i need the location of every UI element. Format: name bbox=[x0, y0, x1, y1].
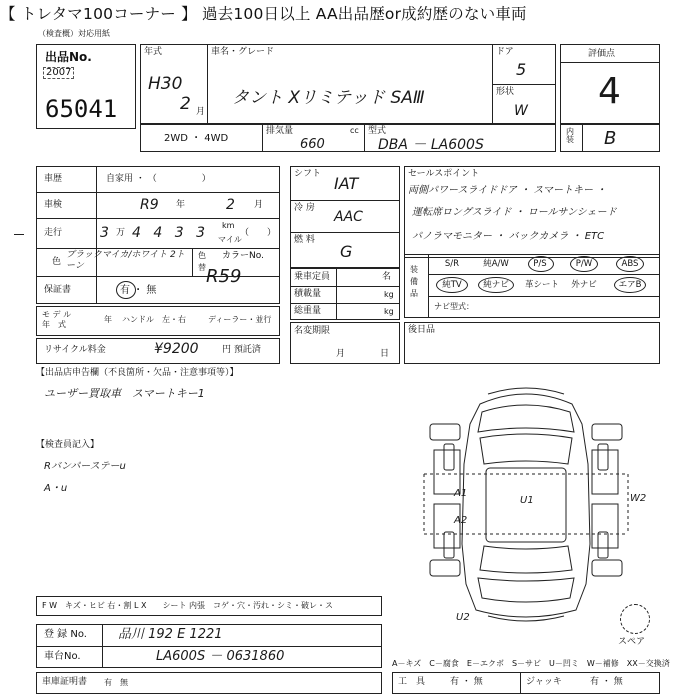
equip-abs-circle bbox=[616, 256, 644, 272]
model-year-label1: モ デ ル bbox=[42, 310, 72, 319]
equip-leather: 革シート bbox=[524, 280, 559, 290]
model-year-handle: ハンドル 左・右 bbox=[122, 315, 186, 324]
color-sub1: 色 bbox=[198, 251, 206, 260]
lot-label: 出品No. bbox=[45, 50, 92, 64]
tools-label: 工 具 bbox=[398, 677, 426, 687]
seller-notes-value: ユーザー買取車 スマートキー1 bbox=[44, 387, 205, 400]
garage-cert-label: 車庫証明書 bbox=[42, 677, 88, 687]
mileage-mile: マイル bbox=[218, 235, 242, 244]
car-name-label: 車名・グレード bbox=[211, 47, 275, 57]
inspection-label: 車検 bbox=[44, 200, 63, 210]
page-title: 【 トレタマ100コーナー 】 過去100日以上 AA出品歴or成約歴のない車両 bbox=[0, 5, 527, 23]
grade-value: 4 bbox=[598, 71, 621, 112]
footer-left bbox=[36, 672, 382, 694]
load-label: 積載量 bbox=[294, 289, 322, 299]
lot-box bbox=[36, 44, 136, 129]
inspection-month-unit: 月 bbox=[254, 200, 264, 210]
mileage-label: 走行 bbox=[44, 228, 63, 238]
displacement-unit: cc bbox=[350, 126, 359, 135]
equip-ps-circle bbox=[528, 256, 554, 272]
lot-number: 65041 bbox=[45, 95, 118, 123]
equipment-label: 装 備 品 bbox=[410, 265, 418, 298]
jack-label: ジャッキ bbox=[526, 677, 562, 687]
warranty-options: 有 ・ 無 bbox=[120, 285, 157, 296]
chassis-label: 車台No. bbox=[44, 651, 81, 662]
recycle-suffix: 円 預託済 bbox=[222, 345, 261, 355]
equip-pw-circle bbox=[570, 256, 598, 272]
damage-u2: U2 bbox=[456, 612, 470, 623]
inspector-line1: Rバンパーステーu bbox=[44, 461, 126, 472]
damage-legend: A－キズ C－腐食 E－エクボ S－サビ U－凹ミ W－補修 XX－交換済 bbox=[392, 659, 670, 668]
chassis-value: LA600S － 0631860 bbox=[156, 649, 285, 664]
equip-ps: P/S bbox=[533, 259, 547, 269]
sales-points-label: セールスポイント bbox=[408, 169, 480, 179]
inspection-month: 2 bbox=[226, 197, 235, 213]
name-change-month: 月 bbox=[336, 349, 346, 359]
tools-opts: 有 ・ 無 bbox=[450, 677, 483, 687]
shape-value: W bbox=[514, 103, 528, 119]
later-items-box bbox=[404, 322, 660, 364]
gross-unit: kg bbox=[384, 307, 394, 316]
model-year-year: 年 bbox=[104, 315, 112, 324]
registration-label: 登 録 No. bbox=[44, 629, 87, 640]
color-code-value: R59 bbox=[206, 266, 242, 287]
color-sub2: 替 bbox=[198, 263, 206, 272]
fuel-value: G bbox=[340, 242, 353, 261]
aircon-value: AAC bbox=[334, 209, 363, 225]
sales-points-line2: 運転席ロングスライド ・ ロールサンシェード bbox=[412, 207, 617, 218]
lot-year-stamp: 2007 bbox=[43, 67, 74, 79]
margin-mark bbox=[14, 234, 24, 235]
registration-value: 品川 192 E 1221 bbox=[118, 627, 223, 642]
capacity-unit: 名 bbox=[382, 272, 392, 282]
equip-sr: S/R bbox=[444, 259, 460, 269]
car-name-value: タント Xリミテッド SAⅢ bbox=[232, 88, 425, 108]
warranty-label: 保証書 bbox=[44, 285, 72, 295]
grade-label: 評価点 bbox=[588, 49, 616, 59]
displacement-value: 660 bbox=[300, 137, 325, 152]
damage-w2: W2 bbox=[630, 493, 647, 504]
equip-ext-navi: 外ナビ bbox=[571, 280, 597, 290]
form-subtitle: （検査概）対応用紙 bbox=[38, 29, 110, 38]
model-value: DBA － LA600S bbox=[378, 137, 484, 153]
recycle-label: リサイクル料金 bbox=[44, 345, 106, 355]
model-label: 型式 bbox=[368, 126, 387, 136]
fuel-label: 燃 料 bbox=[294, 235, 315, 245]
year-month-unit: 月 bbox=[196, 107, 206, 117]
equip-aw: 純A/W bbox=[483, 259, 509, 269]
equip-airbag: エアB bbox=[618, 280, 642, 290]
damage-a1: A1 bbox=[454, 488, 468, 499]
shift-label: シフト bbox=[294, 169, 322, 179]
equip-navi-model: ナビ型式： bbox=[434, 302, 474, 311]
seller-notes-label: 【出品店申告欄（不良箇所・欠品・注意事項等）】 bbox=[36, 368, 239, 378]
mileage-man-unit: 万 bbox=[116, 228, 126, 238]
damage-a2: A2 bbox=[454, 515, 468, 526]
model-year-dealer: ディーラー・並行 bbox=[208, 315, 272, 324]
later-items-label: 後日品 bbox=[408, 325, 436, 335]
equip-tv: 純TV bbox=[442, 280, 462, 290]
history-value: 自家用 ・ （ ） bbox=[106, 174, 211, 184]
recycle-value: ¥9200 bbox=[154, 341, 199, 357]
damage-u1: U1 bbox=[520, 495, 534, 506]
displacement-label: 排気量 bbox=[266, 126, 294, 136]
equip-navi-circle bbox=[478, 277, 514, 293]
model-year-label2: 年 式 bbox=[42, 320, 66, 329]
year-month: 2 bbox=[180, 94, 191, 114]
equip-airbag-circle bbox=[614, 277, 646, 293]
interior-label: 内装 bbox=[566, 127, 574, 144]
inspection-year-unit: 年 bbox=[176, 200, 186, 210]
load-unit: kg bbox=[384, 290, 394, 299]
interior-value: B bbox=[604, 128, 617, 149]
shape-label: 形状 bbox=[496, 87, 515, 97]
jack-opts: 有 ・ 無 bbox=[590, 677, 623, 687]
inspector-line2: A・u bbox=[44, 483, 68, 494]
history-label: 車歴 bbox=[44, 174, 63, 184]
equip-abs: ABS bbox=[621, 259, 639, 269]
spare-tire-circle bbox=[620, 604, 650, 634]
color-value: ブラックマイカ/ホワイト 2トーン bbox=[66, 250, 185, 271]
mileage-man: 3 bbox=[100, 225, 109, 241]
inspector-label: 【検査員記入】 bbox=[36, 440, 100, 450]
capacity-label: 乗車定員 bbox=[294, 272, 331, 282]
drive-value: 2WD ・ 4WD bbox=[164, 133, 229, 144]
equip-navi: 純ナビ bbox=[483, 280, 509, 290]
year-label: 年式 bbox=[144, 47, 163, 57]
color-label: 色 bbox=[52, 257, 62, 267]
name-change-day: 日 bbox=[380, 349, 390, 359]
color-code-label: カラーNo. bbox=[222, 251, 264, 261]
mileage-paren: （ ） bbox=[240, 228, 277, 238]
shift-value: IAT bbox=[334, 174, 359, 193]
aircon-label: 冷 房 bbox=[294, 203, 315, 213]
name-change-label: 名変期限 bbox=[294, 326, 331, 336]
spare-label: スペア bbox=[618, 637, 646, 647]
mileage-km: km bbox=[222, 221, 235, 230]
garage-cert-opts: 有 無 bbox=[104, 678, 128, 687]
door-value: 5 bbox=[516, 60, 527, 79]
sales-points-line1: 両側パワースライドドア ・ スマートキー ・ bbox=[408, 185, 607, 196]
year-era: H30 bbox=[148, 74, 183, 94]
inspection-year: R9 bbox=[140, 197, 159, 213]
mileage-digits: 4 4 3 3 bbox=[132, 225, 209, 241]
equip-tv-circle bbox=[436, 277, 468, 293]
equip-pw: P/W bbox=[575, 259, 593, 269]
door-label: ドア bbox=[496, 47, 514, 57]
fw-row-text: F W キズ・ヒビ 右・割 L X シート 内張 コゲ・穴・汚れ・シミ・破レ・ス bbox=[42, 601, 334, 610]
sales-points-line3: パノラマモニター ・ バックカメラ ・ ETC bbox=[412, 231, 605, 242]
warranty-circle-mark bbox=[116, 281, 136, 299]
gross-label: 総重量 bbox=[294, 306, 322, 316]
